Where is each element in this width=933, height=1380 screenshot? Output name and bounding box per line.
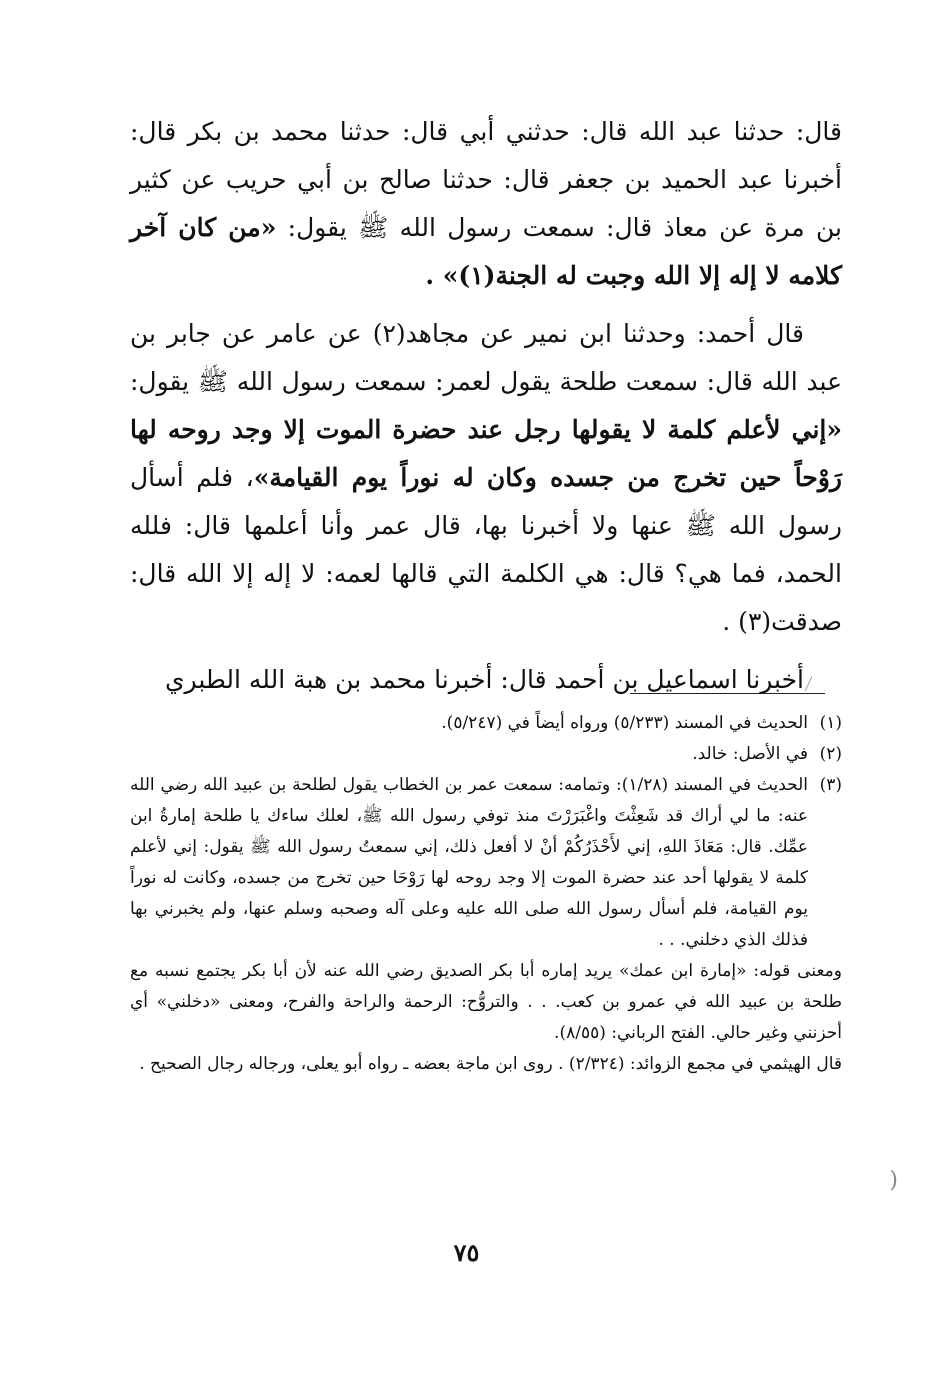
footnote-1-number: (١) [819,713,842,733]
p2-narration-start: قال أحمد: وحدثنا ابن نمير عن مجاهد [405,319,804,348]
footnote-2-text: في الأصل: خالد. [692,744,808,764]
paragraph-1 [130,108,842,300]
p1-narration: قال: حدثنا عبد الله قال: حدثني أبي قال: حدثنا محمد بن بكر قال: أخبرنا عبد الحميد بن جعفر قال: حدثنا صالح بن أبي حريب عن كثير بن مرة عن معاذ قال: سمعت رسول الله ﷺ يقول: [130,117,843,242]
p3-narration: أخبرنا اسماعيل بن أحمد قال: أخبرنا محمد بن هبة الله الطبري [164,665,804,694]
footnote-3-meaning: ومعنى قوله: «إمارة ابن عمك» يريد إماره أبا بكر الصديق رضي الله عنه لأن أبا بكر يجتمع نسبه مع طلحة بن عبيد الله في عمرو بن كعب. . . والتروُّح: الرحمة والراحة والفرح، ومعنى «دخلني» أي أحزنني وغير حالي. الفتح الرباني: (٨/٥٥). [130,961,842,1043]
footnote-3-text: الحديث في المسند (١/٢٨): وتمامه: سمعت عمر بن الخطاب يقول لطلحة بن عبيد الله رضي الله عنه: ما لي أراك قد شَعِثْتَ واغْبَرَرْتَ منذ توفي رسول الله ﷺ، لعلك ساءك يا طلحة إمارةُ ابن عمِّك. قال: مَعَاذَ اللهِ، إني لأَحْذَرُكُمْ أنْ لا أفعل ذلك، إني سمعتُ رسول الله ﷺ يقول: إني لأعلم كلمة لا يقولها أحد عند حضرة الموت إلا وجد روحه لها رَوْحَا حين تخرج من جسده، وكانت له نوراً يوم القيامة، فلم أسأل رسول الله صلى الله عليه وعلى آله وصحبه وسلم عنها، ولم يخبرني بها فذلك الذي دخلني. . . [130,775,808,950]
footnote-1-text: الحديث في المسند (٥/٢٣٣) ورواه أيضاً في (٥/٢٤٧). [441,713,808,733]
page-number: ٧٥ [453,1238,480,1267]
footnote-3-number: (٣) [819,775,842,795]
p2-narration-chain: عن عامر عن جابر بن عبد الله قال: سمعت طلحة يقول لعمر: سمعت رسول الله ﷺ يقول: [130,319,842,396]
footnote-1 [130,708,842,739]
footnotes [130,708,842,1080]
p1-footnote-ref: (١)» . [425,261,496,290]
p2-footnote-ref-3: (٣) [738,607,772,636]
paragraph-2 [130,310,842,646]
footnote-separator [630,693,825,694]
p2-period: . [722,607,739,636]
p2-narration-end: ، فلم أسأل رسول الله ﷺ عنها ولا أخبرنا بها، قال عمر وأنا أعلمها قال: فلله الحمد، فما هي؟ قال: هي الكلمة التي قالها لعمه: لا إله إلا الله قال: صدقت [130,463,842,636]
footnote-2 [130,739,842,770]
p2-hadith-text: «إني لأعلم كلمة لا يقولها رجل عند حضرة الموت إلا وجد روحه لها رَوْحاً حين تخرج من جسده وكان له نوراً يوم القيامة» [130,415,842,492]
footnote-3-haythami: قال الهيثمي في مجمع الزوائد: (٢/٣٢٤) . روى ابن ماجة بعضه ـ رواه أبو يعلى، ورجاله رجال الصحيح . [139,1054,842,1074]
p2-footnote-ref-2: (٢) [372,319,406,348]
paragraph-3 [130,656,842,704]
p1-hadith-text: «من كان آخر كلامه لا إله إلا الله وجبت له الجنة [130,213,842,290]
footnote-2-number: (٢) [819,744,842,764]
main-text [130,108,842,714]
footnote-3 [130,770,842,956]
margin-bracket-mark: ( [889,1168,898,1193]
